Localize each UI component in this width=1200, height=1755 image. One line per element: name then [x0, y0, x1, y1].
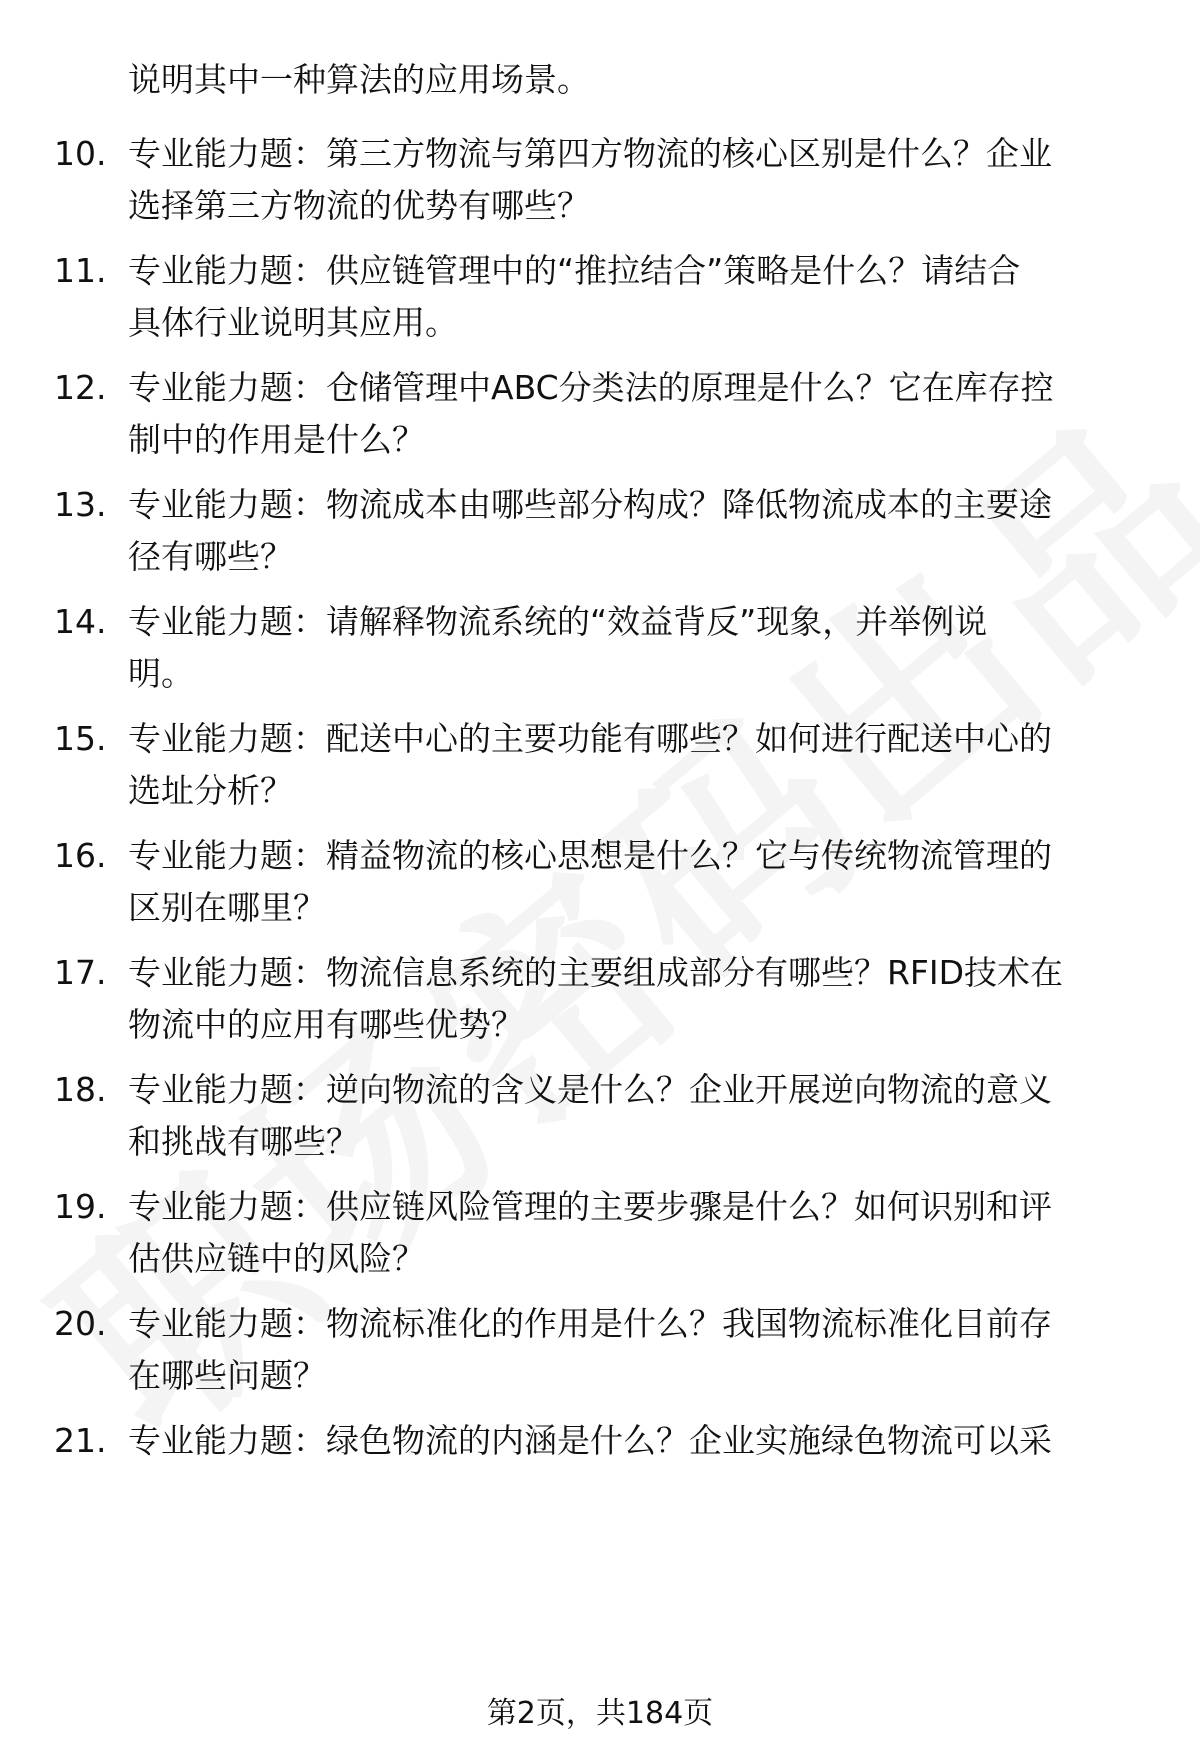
question-number: 11. — [54, 251, 107, 290]
question-line: 专业能力题：供应链管理中的“推拉结合”策略是什么？请结合 — [128, 251, 1021, 290]
question-text — [128, 947, 1148, 1051]
question-line: 在哪些问题？ — [128, 1356, 326, 1395]
question-line: 专业能力题：逆向物流的含义是什么？企业开展逆向物流的意义 — [128, 1070, 1052, 1109]
question-line: 制中的作用是什么？ — [128, 420, 425, 459]
page-footer: 第2页，共184页 — [486, 1696, 714, 1731]
question-number: 12. — [54, 368, 107, 407]
question-number: 16. — [54, 836, 107, 875]
question-line: 区别在哪里？ — [128, 888, 326, 927]
question-line: 专业能力题：物流成本由哪些部分构成？降低物流成本的主要途 — [128, 485, 1052, 524]
question-text — [128, 1298, 1148, 1402]
question-line: 具体行业说明其应用。 — [128, 303, 458, 342]
question-line: 专业能力题：配送中心的主要功能有哪些？如何进行配送中心的 — [128, 719, 1052, 758]
question-line: 专业能力题：请解释物流系统的“效益背反”现象，并举例说 — [128, 602, 988, 641]
question-line: 专业能力题：仓储管理中ABC分类法的原理是什么？它在库存控 — [128, 368, 1054, 407]
question-text — [128, 128, 1148, 232]
question-line: 专业能力题：第三方物流与第四方物流的核心区别是什么？企业 — [128, 134, 1052, 173]
question-line: 明。 — [128, 654, 194, 693]
question-text — [128, 245, 1148, 349]
question-text — [128, 362, 1148, 466]
question-line: 专业能力题：物流信息系统的主要组成部分有哪些？RFID技术在 — [128, 953, 1064, 992]
question-line: 专业能力题：物流标准化的作用是什么？我国物流标准化目前存 — [128, 1304, 1052, 1343]
question-line: 选择第三方物流的优势有哪些？ — [128, 186, 590, 225]
question-number: 17. — [54, 953, 107, 992]
question-number: 21. — [54, 1421, 107, 1460]
question-number: 10. — [54, 134, 107, 173]
question-number: 15. — [54, 719, 107, 758]
question-text — [128, 713, 1148, 817]
question-number: 20. — [54, 1304, 107, 1343]
question-text — [128, 1064, 1148, 1168]
question-line: 专业能力题：精益物流的核心思想是什么？它与传统物流管理的 — [128, 836, 1052, 875]
question-number: 19. — [54, 1187, 107, 1226]
question-line: 专业能力题：绿色物流的内涵是什么？企业实施绿色物流可以采 — [128, 1421, 1052, 1460]
question-line: 选址分析？ — [128, 771, 293, 810]
question-number: 14. — [54, 602, 107, 641]
question-line: 物流中的应用有哪些优势？ — [128, 1005, 524, 1044]
question-number: 18. — [54, 1070, 107, 1109]
question-line: 径有哪些？ — [128, 537, 293, 576]
question-text — [128, 596, 1148, 700]
question-line: 和挑战有哪些？ — [128, 1122, 359, 1161]
continuation-line: 说明其中一种算法的应用场景。 — [128, 60, 590, 99]
question-line: 估供应链中的风险？ — [128, 1239, 425, 1278]
question-text — [128, 1181, 1148, 1285]
question-line: 专业能力题：供应链风险管理的主要步骤是什么？如何识别和评 — [128, 1187, 1052, 1226]
question-text — [128, 479, 1148, 583]
question-number: 13. — [54, 485, 107, 524]
question-text — [128, 1415, 1148, 1467]
question-text — [128, 830, 1148, 934]
